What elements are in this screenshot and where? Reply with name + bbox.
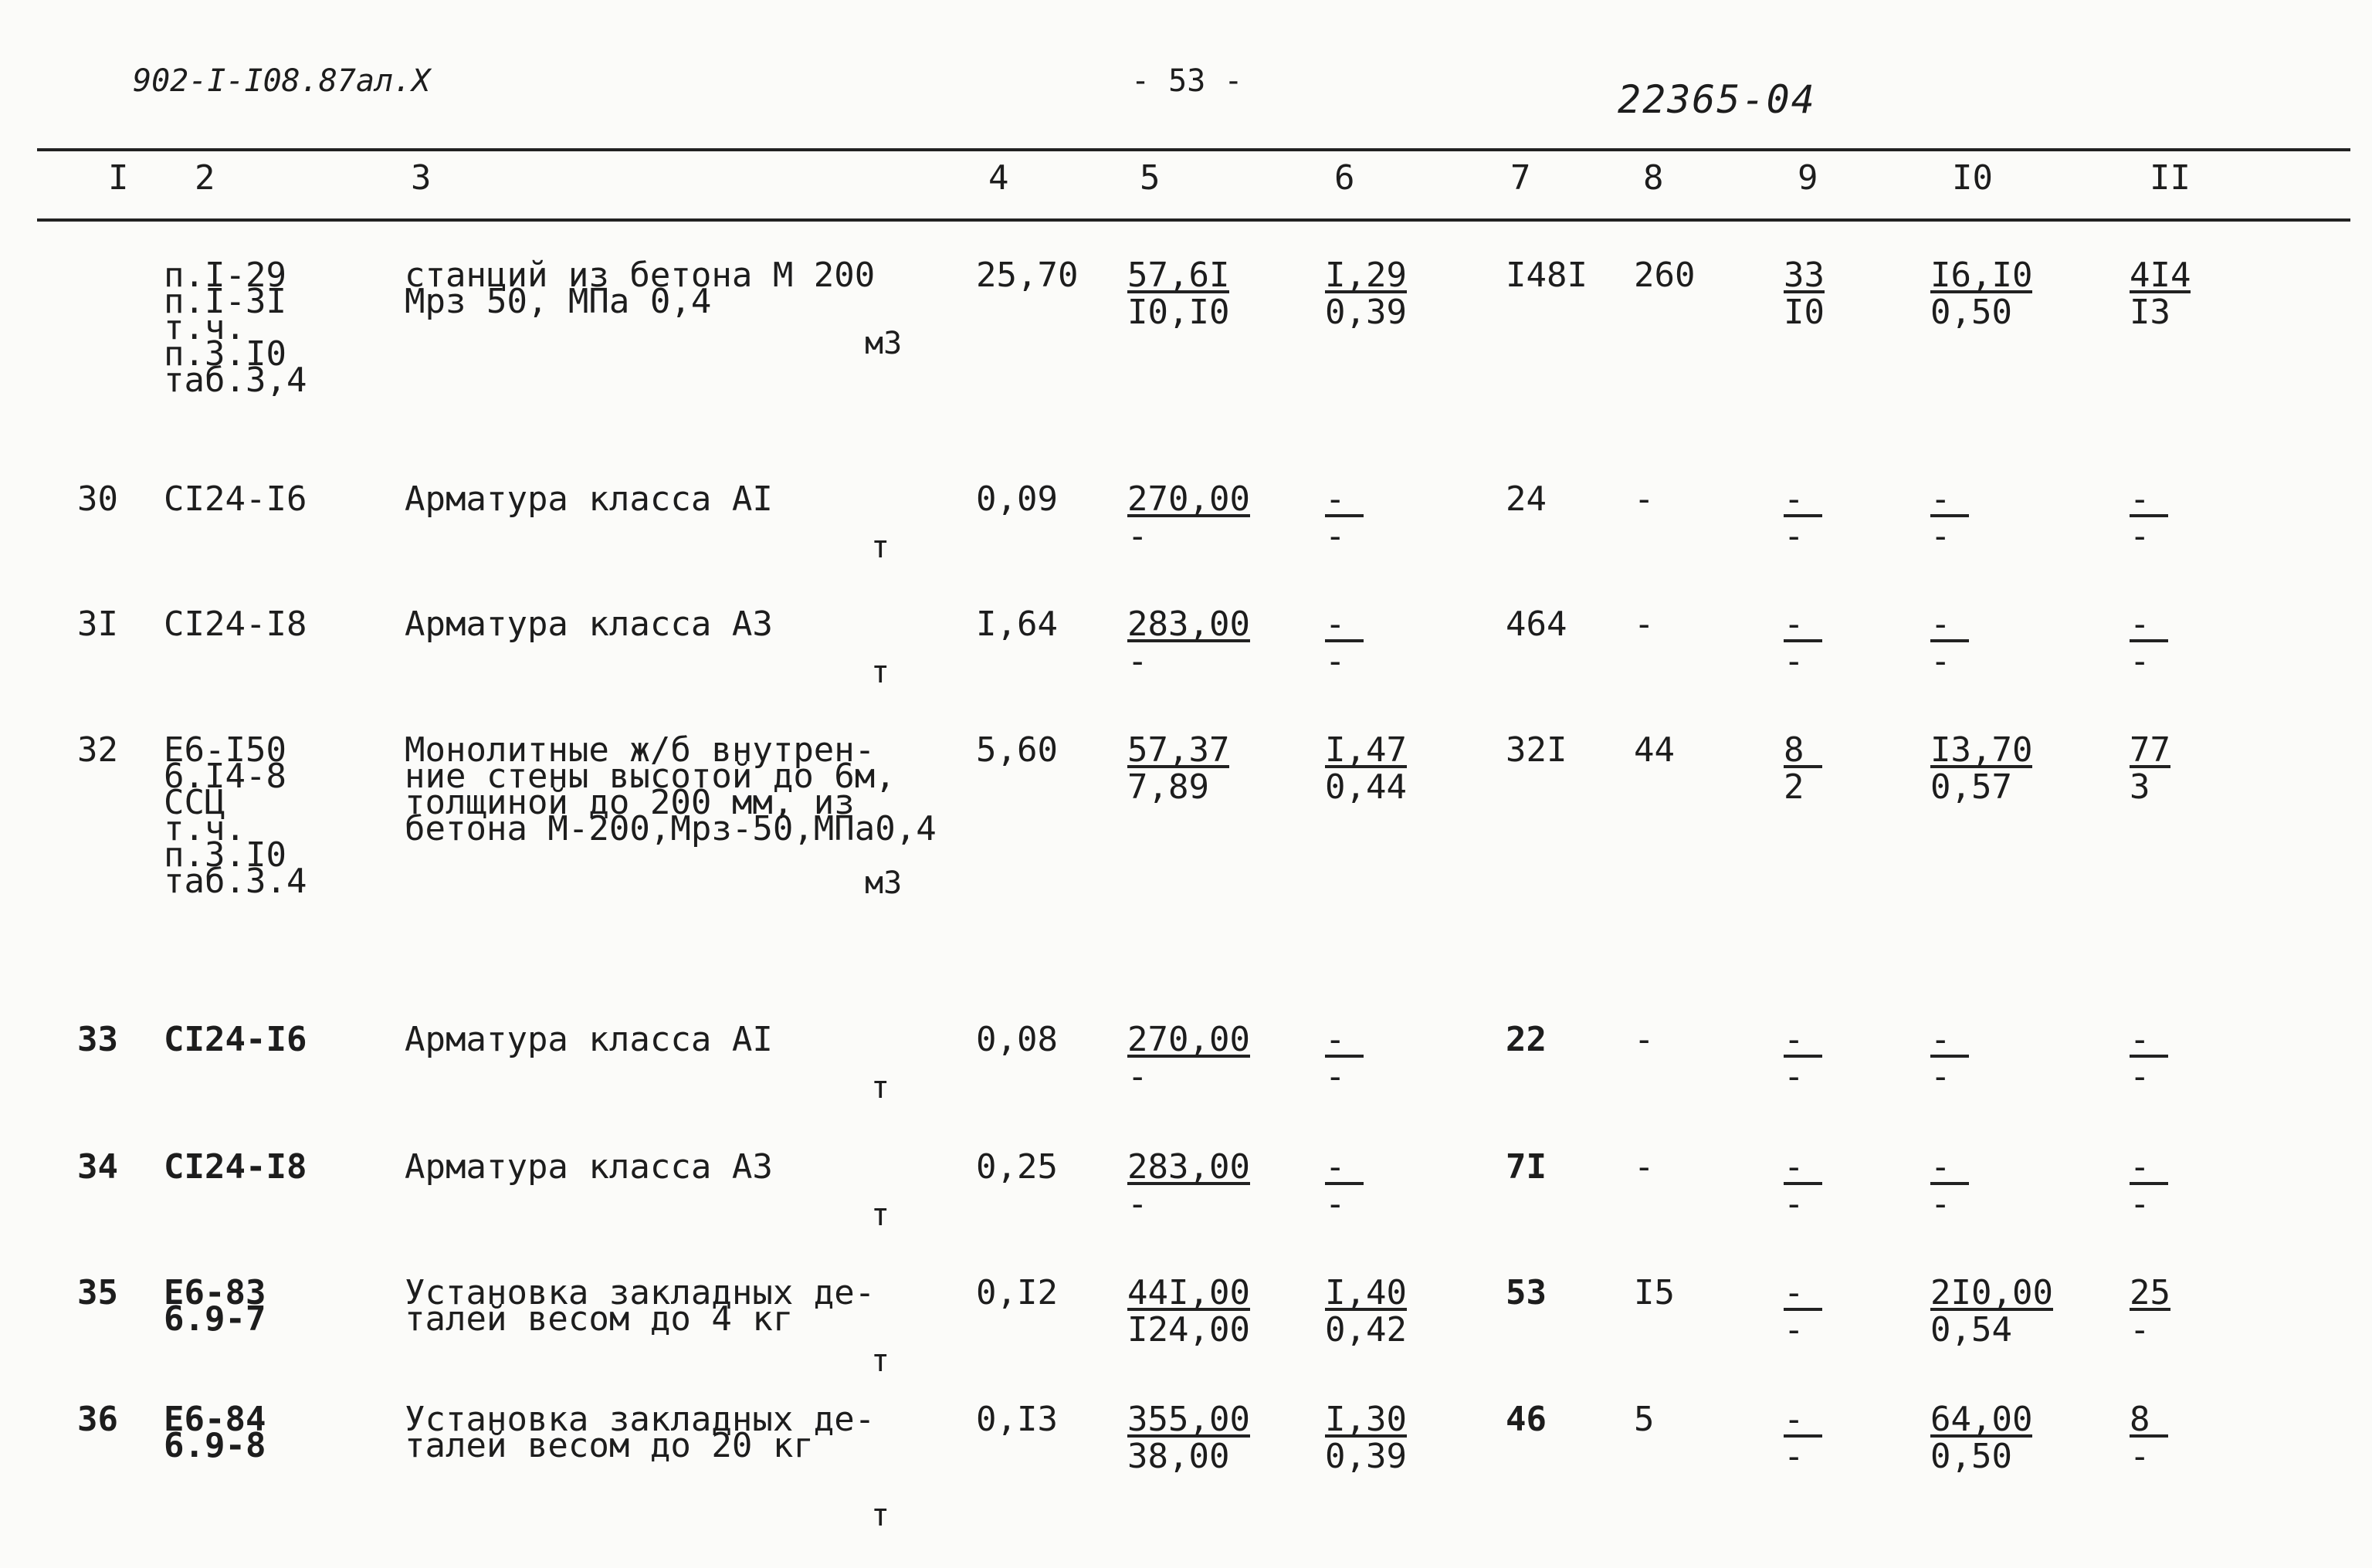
unit-cost bbox=[1127, 605, 1250, 681]
fraction-numerator: I6,I0 bbox=[1930, 256, 2033, 295]
fraction-numerator: I,30 bbox=[1325, 1400, 1407, 1439]
norm-code: Е6-84 6.9-8 bbox=[164, 1400, 266, 1465]
machine-cost bbox=[1930, 1400, 2033, 1476]
column-header: 9 bbox=[1798, 158, 1818, 198]
unit-label: т bbox=[871, 1498, 890, 1533]
fraction-denominator: - bbox=[1325, 1184, 1346, 1224]
labor-value bbox=[1784, 1273, 1822, 1350]
fraction-denominator: - bbox=[1930, 516, 1951, 556]
fraction-denominator: - bbox=[1127, 1184, 1148, 1224]
wage-total: - bbox=[1634, 605, 1655, 644]
fraction-denominator: 0,57 bbox=[1930, 767, 2012, 807]
norm-code: Е6-83 6.9-7 bbox=[164, 1273, 266, 1339]
fraction-denominator: - bbox=[1127, 642, 1148, 681]
quantity: I,64 bbox=[976, 605, 1058, 644]
fraction-denominator: - bbox=[1784, 516, 1804, 556]
fraction-numerator: 270,00 bbox=[1127, 479, 1250, 519]
fraction-numerator: - bbox=[2130, 611, 2168, 642]
fraction-numerator: 57,6I bbox=[1127, 256, 1230, 295]
machine-cost bbox=[1930, 1147, 1969, 1224]
total-cost: 7I bbox=[1506, 1147, 1547, 1187]
fraction-numerator: I,47 bbox=[1325, 730, 1407, 770]
quantity: 0,25 bbox=[976, 1147, 1058, 1187]
row-number: 35 bbox=[77, 1273, 118, 1312]
work-description: Арматура класса АI bbox=[405, 1020, 773, 1059]
wage-total: 260 bbox=[1634, 256, 1696, 295]
labor-value bbox=[1784, 1400, 1822, 1476]
total-labor bbox=[2130, 605, 2168, 681]
labor-value bbox=[1784, 730, 1822, 807]
unit-label: м3 bbox=[865, 865, 903, 901]
unit-label: т bbox=[871, 1197, 890, 1233]
fraction-numerator: - bbox=[1784, 1407, 1822, 1438]
fraction-denominator: - bbox=[1784, 1310, 1804, 1350]
fraction-denominator: 0,50 bbox=[1930, 293, 2012, 332]
fraction-denominator: - bbox=[1325, 642, 1346, 681]
total-cost: 46 bbox=[1506, 1400, 1547, 1439]
labor-value bbox=[1784, 479, 1822, 556]
fraction-denominator: - bbox=[2130, 1437, 2150, 1476]
labor-value bbox=[1784, 256, 1825, 332]
fraction-denominator: - bbox=[2130, 516, 2150, 556]
fraction-denominator: 2 bbox=[1784, 767, 1804, 807]
row-number: 30 bbox=[77, 479, 118, 519]
fraction-numerator: - bbox=[1784, 1154, 1822, 1185]
fraction-numerator: 44I,00 bbox=[1127, 1273, 1250, 1312]
fraction-numerator: - bbox=[1930, 611, 1969, 642]
fraction-denominator: I0 bbox=[1784, 293, 1825, 332]
quantity: 0,09 bbox=[976, 479, 1058, 519]
norm-code: CI24-I8 bbox=[164, 1147, 307, 1187]
total-labor bbox=[2130, 1020, 2168, 1096]
fraction-numerator: 25 bbox=[2130, 1273, 2170, 1312]
fraction-numerator: I3,70 bbox=[1930, 730, 2033, 770]
total-cost: I48I bbox=[1506, 256, 1588, 295]
fraction-numerator: 283,00 bbox=[1127, 605, 1250, 644]
column-header: 3 bbox=[411, 158, 432, 198]
wage-cost bbox=[1325, 1400, 1407, 1476]
unit-label: т bbox=[871, 655, 890, 690]
wage-total: 44 bbox=[1634, 730, 1675, 770]
fraction-denominator: 7,89 bbox=[1127, 767, 1209, 807]
fraction-numerator: 8 bbox=[2130, 1407, 2168, 1438]
work-description: Установка закладных де- талей весом до 20 кг bbox=[405, 1400, 876, 1465]
fraction-denominator: - bbox=[2130, 1184, 2150, 1224]
fraction-denominator: 38,00 bbox=[1127, 1437, 1230, 1476]
fraction-numerator: - bbox=[1325, 1027, 1364, 1058]
machine-cost bbox=[1930, 1273, 2053, 1350]
fraction-numerator: 2I0,00 bbox=[1930, 1273, 2053, 1312]
wage-total: - bbox=[1634, 1020, 1655, 1059]
unit-label: т bbox=[871, 1070, 890, 1106]
quantity: 0,I3 bbox=[976, 1400, 1058, 1439]
total-labor bbox=[2130, 1400, 2168, 1476]
total-labor bbox=[2130, 256, 2191, 332]
total-labor bbox=[2130, 479, 2168, 556]
fraction-numerator: - bbox=[1325, 1154, 1364, 1185]
table-top-rule bbox=[37, 148, 2350, 151]
fraction-numerator: - bbox=[2130, 1027, 2168, 1058]
fraction-denominator: - bbox=[2130, 642, 2150, 681]
document-code: 902-I-I08.87ал.Х bbox=[133, 63, 431, 99]
norm-code: п.I-29 п.I-3I т.ч. п.3.I0 таб.3,4 bbox=[164, 256, 307, 400]
fraction-denominator: I0,I0 bbox=[1127, 293, 1230, 332]
wage-cost bbox=[1325, 1020, 1364, 1096]
fraction-numerator: 77 bbox=[2130, 730, 2170, 770]
total-labor bbox=[2130, 730, 2170, 807]
column-header: II bbox=[2150, 158, 2191, 198]
page-number: - 53 - bbox=[1131, 63, 1243, 99]
wage-cost bbox=[1325, 605, 1364, 681]
total-cost: 22 bbox=[1506, 1020, 1547, 1059]
fraction-numerator: - bbox=[1930, 1154, 1969, 1185]
column-header: 6 bbox=[1334, 158, 1355, 198]
fraction-numerator: - bbox=[1784, 611, 1822, 642]
unit-cost bbox=[1127, 730, 1230, 807]
fraction-denominator: - bbox=[2130, 1057, 2150, 1096]
quantity: 5,60 bbox=[976, 730, 1058, 770]
machine-cost bbox=[1930, 605, 1969, 681]
fraction-denominator: - bbox=[1325, 516, 1346, 556]
fraction-denominator: - bbox=[1784, 1437, 1804, 1476]
row-number: 32 bbox=[77, 730, 118, 770]
wage-total: 5 bbox=[1634, 1400, 1655, 1439]
fraction-denominator: - bbox=[1127, 1057, 1148, 1096]
machine-cost bbox=[1930, 1020, 1969, 1096]
fraction-numerator: - bbox=[1930, 1027, 1969, 1058]
norm-code: CI24-I8 bbox=[164, 605, 307, 644]
fraction-numerator: - bbox=[1784, 486, 1822, 517]
fraction-numerator: I,29 bbox=[1325, 256, 1407, 295]
fraction-denominator: - bbox=[1784, 1184, 1804, 1224]
fraction-denominator: - bbox=[1325, 1057, 1346, 1096]
work-description: Монолитные ж/б внутрен- ние стены высотой до 6м, толщиной до 200 мм, из бетона М-200,Мрз-50,МПа0,4 bbox=[405, 730, 937, 848]
quantity: 25,70 bbox=[976, 256, 1079, 295]
norm-code: CI24-I6 bbox=[164, 479, 307, 519]
unit-cost bbox=[1127, 479, 1250, 556]
total-cost: 53 bbox=[1506, 1273, 1547, 1312]
labor-value bbox=[1784, 1020, 1822, 1096]
work-description: Арматура класса АI bbox=[405, 479, 773, 519]
fraction-denominator: - bbox=[1930, 1184, 1951, 1224]
sheet-id: 22365-04 bbox=[1618, 77, 1816, 122]
fraction-numerator: 64,00 bbox=[1930, 1400, 2033, 1439]
total-labor bbox=[2130, 1273, 2170, 1350]
fraction-denominator: - bbox=[1930, 642, 1951, 681]
wage-total: I5 bbox=[1634, 1273, 1675, 1312]
fraction-numerator: 8 bbox=[1784, 737, 1822, 768]
fraction-denominator: I3 bbox=[2130, 293, 2170, 332]
machine-cost bbox=[1930, 256, 2033, 332]
fraction-numerator: 57,37 bbox=[1127, 730, 1230, 770]
work-description: станций из бетона М 200 Мрз 50, МПа 0,4 bbox=[405, 256, 876, 321]
work-description: Арматура класса А3 bbox=[405, 1147, 773, 1187]
fraction-numerator: 355,00 bbox=[1127, 1400, 1250, 1439]
wage-total: - bbox=[1634, 479, 1655, 519]
fraction-denominator: 0,54 bbox=[1930, 1310, 2012, 1350]
column-header: I bbox=[108, 158, 129, 198]
fraction-denominator: - bbox=[1784, 642, 1804, 681]
wage-cost bbox=[1325, 1273, 1407, 1350]
fraction-numerator: - bbox=[1784, 1027, 1822, 1058]
fraction-numerator: 33 bbox=[1784, 256, 1825, 295]
fraction-numerator: 283,00 bbox=[1127, 1147, 1250, 1187]
fraction-numerator: 270,00 bbox=[1127, 1020, 1250, 1059]
unit-cost bbox=[1127, 1147, 1250, 1224]
column-header: 2 bbox=[195, 158, 215, 198]
quantity: 0,08 bbox=[976, 1020, 1058, 1059]
unit-label: т bbox=[871, 530, 890, 565]
work-description: Установка закладных де- талей весом до 4 кг bbox=[405, 1273, 876, 1339]
column-header: 4 bbox=[988, 158, 1009, 198]
fraction-denominator: 0,39 bbox=[1325, 1437, 1407, 1476]
unit-label: м3 bbox=[865, 326, 903, 361]
fraction-numerator: - bbox=[1325, 486, 1364, 517]
fraction-denominator: 0,42 bbox=[1325, 1310, 1407, 1350]
row-number: 36 bbox=[77, 1400, 118, 1439]
unit-cost bbox=[1127, 1400, 1250, 1476]
wage-cost bbox=[1325, 256, 1407, 332]
column-header: 5 bbox=[1140, 158, 1161, 198]
fraction-denominator: I24,00 bbox=[1127, 1310, 1250, 1350]
fraction-denominator: 0,50 bbox=[1930, 1437, 2012, 1476]
fraction-denominator: - bbox=[1127, 516, 1148, 556]
fraction-numerator: - bbox=[1784, 1280, 1822, 1311]
wage-cost bbox=[1325, 1147, 1364, 1224]
fraction-denominator: - bbox=[1784, 1057, 1804, 1096]
fraction-denominator: 0,39 bbox=[1325, 293, 1407, 332]
fraction-numerator: 4I4 bbox=[2130, 256, 2191, 295]
fraction-denominator: 3 bbox=[2130, 767, 2150, 807]
fraction-numerator: - bbox=[1930, 486, 1969, 517]
unit-cost bbox=[1127, 256, 1230, 332]
total-cost: 464 bbox=[1506, 605, 1567, 644]
fraction-denominator: - bbox=[2130, 1310, 2150, 1350]
unit-cost bbox=[1127, 1020, 1250, 1096]
row-number: 3I bbox=[77, 605, 118, 644]
unit-cost bbox=[1127, 1273, 1250, 1350]
column-header: 7 bbox=[1510, 158, 1531, 198]
machine-cost bbox=[1930, 730, 2033, 807]
row-number: 34 bbox=[77, 1147, 118, 1187]
total-labor bbox=[2130, 1147, 2168, 1224]
norm-code: Е6-I50 6.I4-8 ССЦ т.ч. п.3.I0 таб.3.4 bbox=[164, 730, 307, 901]
fraction-numerator: I,40 bbox=[1325, 1273, 1407, 1312]
fraction-denominator: - bbox=[1930, 1057, 1951, 1096]
fraction-numerator: - bbox=[2130, 1154, 2168, 1185]
row-number: 33 bbox=[77, 1020, 118, 1059]
labor-value bbox=[1784, 1147, 1822, 1224]
total-cost: 24 bbox=[1506, 479, 1547, 519]
fraction-numerator: - bbox=[2130, 486, 2168, 517]
wage-total: - bbox=[1634, 1147, 1655, 1187]
wage-cost bbox=[1325, 730, 1407, 807]
labor-value bbox=[1784, 605, 1822, 681]
table-header-rule bbox=[37, 218, 2350, 222]
unit-label: т bbox=[871, 1343, 890, 1379]
work-description: Арматура класса А3 bbox=[405, 605, 773, 644]
fraction-numerator: - bbox=[1325, 611, 1364, 642]
norm-code: CI24-I6 bbox=[164, 1020, 307, 1059]
total-cost: 32I bbox=[1506, 730, 1567, 770]
column-header: 8 bbox=[1643, 158, 1664, 198]
quantity: 0,I2 bbox=[976, 1273, 1058, 1312]
machine-cost bbox=[1930, 479, 1969, 556]
column-header: I0 bbox=[1952, 158, 1993, 198]
wage-cost bbox=[1325, 479, 1364, 556]
fraction-denominator: 0,44 bbox=[1325, 767, 1407, 807]
